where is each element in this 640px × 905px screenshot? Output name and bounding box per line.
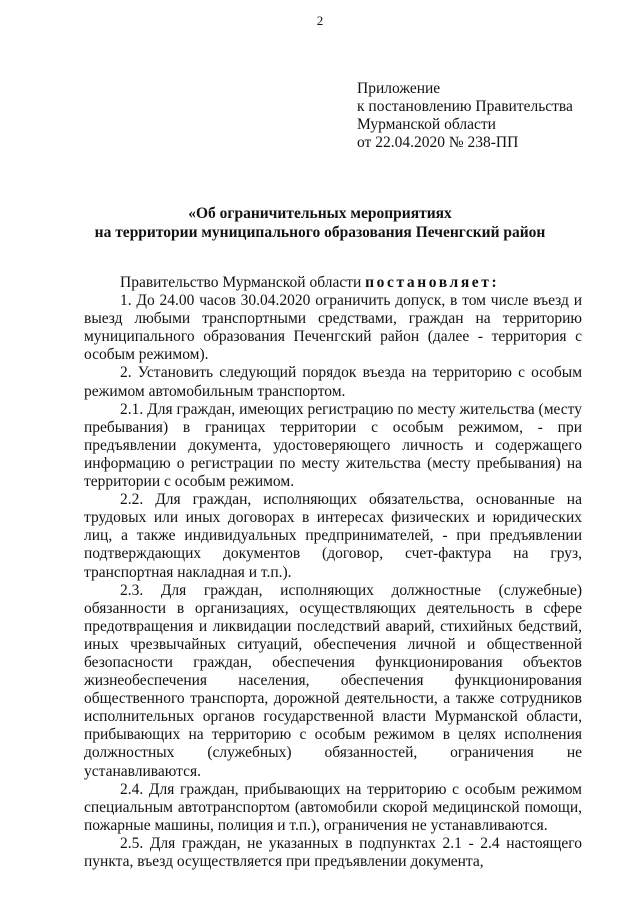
page-number: 2 xyxy=(316,13,324,28)
intro-text: Правительство Мурманской области xyxy=(120,274,366,291)
appendix-block xyxy=(357,80,627,152)
title-line-1: «Об ограничительных мероприятиях xyxy=(188,205,452,222)
paragraph-2-2: 2.2. Для граждан, исполняющих обязательства, основанные на трудовых или иных договорах в интересах физических и юридических лиц, а также индивидуальных предпринимателей, - при предъявлении подтверждающих документов (договор, счет-фактура на груз, транспортная накладная и т.п.). xyxy=(84,491,582,581)
document-body xyxy=(84,274,582,871)
appendix-line-4: от 22.04.2020 № 238-ПП xyxy=(357,134,519,151)
paragraph-2-1: 2.1. Для граждан, имеющих регистрацию по месту жительства (месту пребывания) в границах территории с особым режимом, - при предъявлении документа, удостоверяющего личность и содержащего информацию о регистрации по месту жительства (месту пребывания) на территории с особым режимом. xyxy=(84,400,582,491)
paragraph-2-3: 2.3. Для граждан, исполняющих должностные (служебные) обязанности в организациях, осуществляющих деятельность в сфере предотвращения и ликвидации последствий аварий, стихийных бедствий, иных чрезвычайных ситуаций, обеспечения личной и общественной безопасности граждан, обеспечения функционирования объектов жизнеобеспечения населения, обеспечения функционирования общественного транспорта, дорожной деятельности, а также сотрудников исполнительных органов государственной власти Мурманской области, прибывающих на территорию с особым режимом в целях исполнения должностных (служебных) обязанностей, ограничения не устанавливаются. xyxy=(84,581,582,780)
paragraph-2: 2. Установить следующий порядок въезда на территорию с особым режимом автомобильным транспортом. xyxy=(84,364,582,400)
intro-emphasis: постановляет: xyxy=(365,274,500,291)
appendix-line-2: к постановлению Правительства xyxy=(357,98,573,115)
paragraph-2-4: 2.4. Для граждан, прибывающих на территорию с особым режимом специальным автотранспортом (автомобили скорой медицинской помощи, пожарные машины, полиция и т.п.), ограничения не устанавливаются. xyxy=(84,780,582,834)
intro-paragraph xyxy=(84,274,582,292)
appendix-line-1: Приложение xyxy=(357,80,441,97)
paragraph-1: 1. До 24.00 часов 30.04.2020 ограничить допуск, в том числе въезд и выезд любыми транспортными средствами, граждан на территорию муниципального образования Печенгский район (далее - территория с особым режимом). xyxy=(84,292,582,364)
document-title xyxy=(40,205,600,242)
paragraph-2-5: 2.5. Для граждан, не указанных в подпунктах 2.1 - 2.4 настоящего пункта, въезд осуществляется при предъявлении документа, xyxy=(84,834,582,870)
title-line-2: на территории муниципального образования Печенгский район xyxy=(94,223,546,241)
appendix-line-3: Мурманской области xyxy=(357,116,496,133)
